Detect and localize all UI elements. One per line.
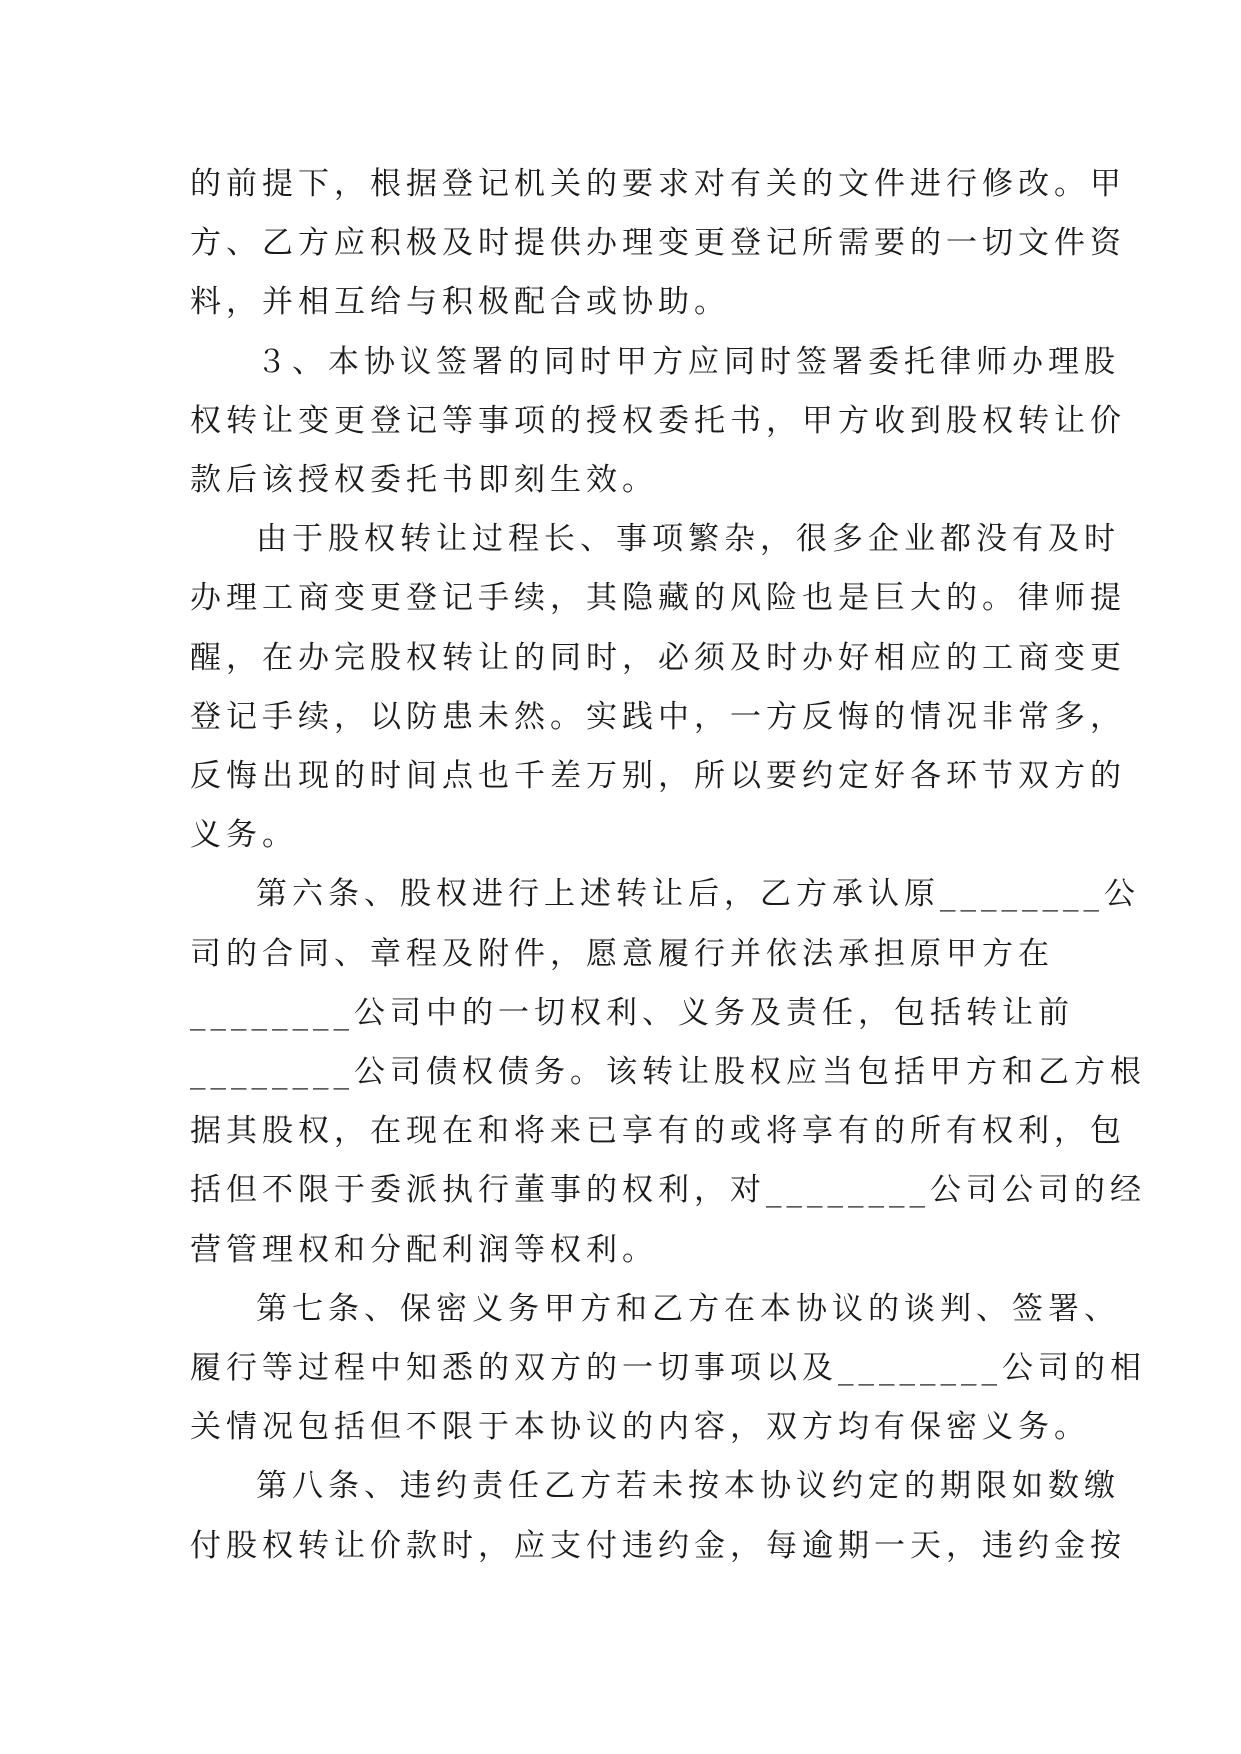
text-line: 反悔出现的时间点也千差万别，所以要约定好各环节双方的	[190, 758, 1126, 795]
paragraph-article-8-liability	[190, 1457, 1126, 1575]
text-line: ________公司债权债务。该转让股权应当包括甲方和乙方根	[190, 1054, 1146, 1091]
text-line: 义务。	[190, 817, 298, 854]
paragraph-article-7-confidentiality	[190, 1280, 1146, 1458]
text-line: 关情况包括但不限于本协议的内容，双方均有保密义务。	[190, 1409, 1090, 1446]
paragraph-article-6-rights-obligations	[190, 865, 1146, 1279]
text-line: 履行等过程中知悉的双方的一切事项以及________公司的相	[190, 1350, 1146, 1387]
text-line: ________公司中的一切权利、义务及责任，包括转让前	[190, 994, 1074, 1031]
text-line: 登记手续，以防患未然。实践中，一方反悔的情况非常多，	[190, 698, 1126, 735]
text-line: 第八条、违约责任乙方若未按本协议约定的期限如数缴	[256, 1468, 1120, 1505]
text-line: 营管理权和分配利润等权利。	[190, 1231, 658, 1268]
text-line: 据其股权，在现在和将来已享有的或将享有的所有权利，包	[190, 1113, 1126, 1150]
text-line: 方、乙方应积极及时提供办理变更登记所需要的一切文件资	[190, 225, 1126, 262]
paragraph-clause-3-power-of-attorney	[190, 333, 1126, 511]
document-body	[190, 155, 1146, 1576]
paragraph-registration-cooperation	[190, 155, 1126, 333]
text-line: 司的合同、章程及附件，愿意履行并依法承担原甲方在	[190, 935, 1054, 972]
text-line: 料，并相互给与积极配合或协助。	[190, 284, 730, 321]
paragraph-lawyer-reminder	[190, 510, 1126, 865]
text-line: 醒，在办完股权转让的同时，必须及时办好相应的工商变更	[190, 639, 1126, 676]
text-line: 括但不限于委派执行董事的权利，对________公司公司的经	[190, 1172, 1146, 1209]
text-line: 权转让变更登记等事项的授权委托书，甲方收到股权转让价	[190, 402, 1126, 439]
text-line: 付股权转让价款时，应支付违约金，每逾期一天，违约金按	[190, 1527, 1126, 1564]
text-line: 第七条、保密义务甲方和乙方在本协议的谈判、签署、	[256, 1290, 1120, 1327]
text-line: 第六条、股权进行上述转让后，乙方承认原________公	[256, 876, 1140, 913]
text-line: 由于股权转让过程长、事项繁杂，很多企业都没有及时	[256, 521, 1120, 558]
text-line: 办理工商变更登记手续，其隐藏的风险也是巨大的。律师提	[190, 580, 1126, 617]
text-line: 款后该授权委托书即刻生效。	[190, 462, 658, 499]
text-line: 的前提下，根据登记机关的要求对有关的文件进行修改。甲	[190, 166, 1126, 202]
text-line: ３、本协议签署的同时甲方应同时签署委托律师办理股	[256, 343, 1120, 380]
